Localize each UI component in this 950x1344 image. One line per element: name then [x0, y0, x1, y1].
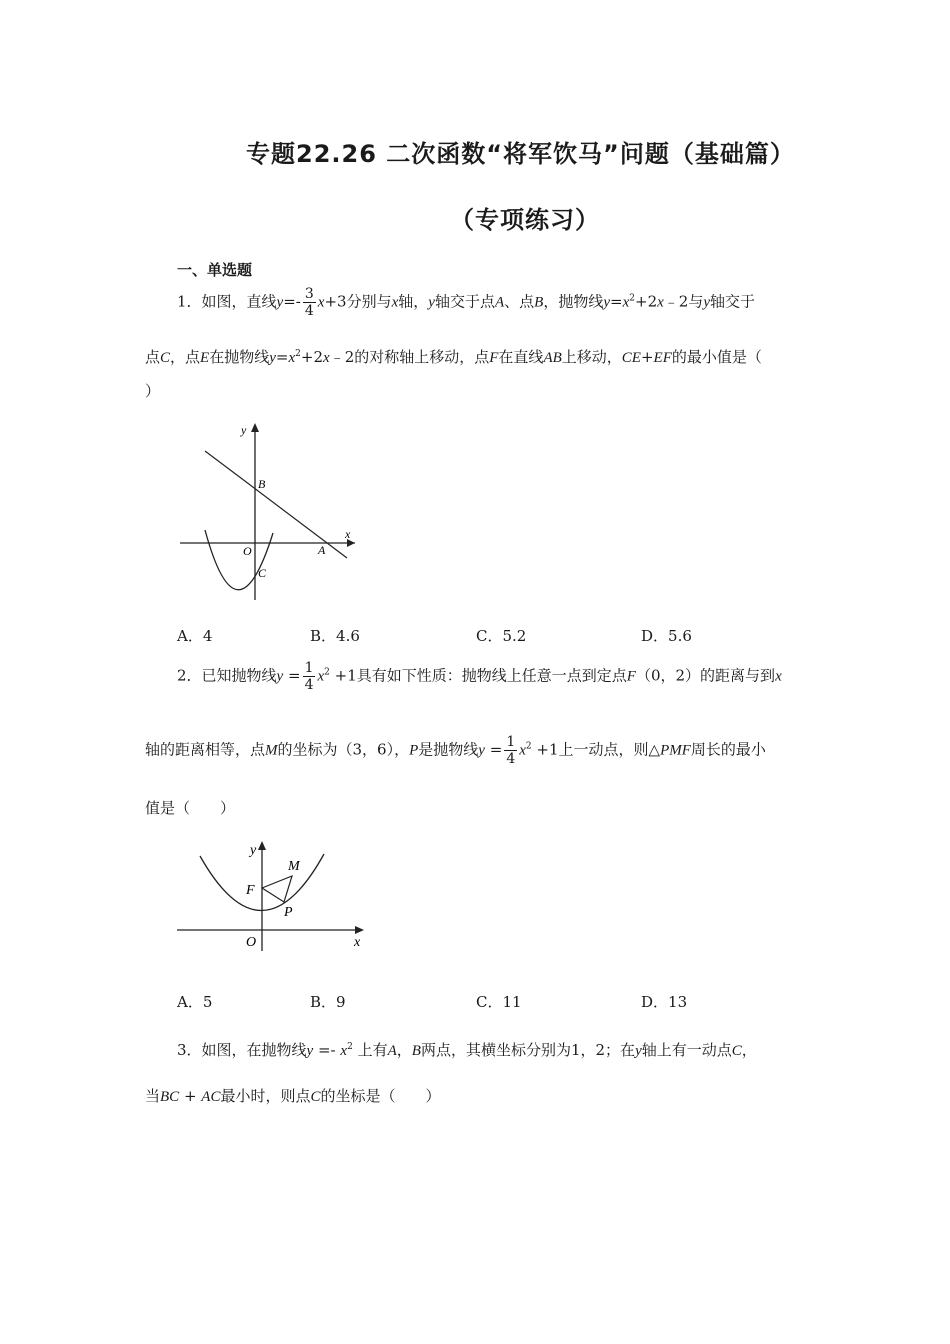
q2-option-b[interactable]: B．9	[310, 993, 346, 1011]
fig1-label-c: C	[258, 566, 267, 580]
fig1-label-x: x	[345, 527, 351, 541]
question-1-line-3: ）	[145, 382, 161, 400]
fig1-label-b: B	[258, 477, 266, 491]
fig2-label-f: F	[246, 883, 255, 898]
question-2-line-1: 2．已知抛物线y = $\frac{1}{4}$ $x^2 +1$具有如下性质：抛物线上任意一点到定点F（0，2）的距离与到x	[177, 660, 782, 693]
question-2-line-2: 轴的距离相等，点M的坐标为（3，6），P是抛物线y = $\frac{1}{4}$ $x^2 +1$上一动点，则△PMF周长的最小	[145, 734, 766, 767]
question-1-line-1: 1．如图，直线y=- $\frac{3}{4}$ x+3分别与x轴，y轴交于点A、点B，抛物线$y=x^2+2x﹣2$与y轴交于	[177, 286, 756, 319]
fig2-label-p: P	[284, 905, 293, 920]
q2-option-c[interactable]: C．11	[476, 993, 522, 1011]
page-title: 专题22.26 二次函数“将军饮马”问题（基础篇）	[246, 140, 795, 168]
question-1-line-2: 点C，点E在抛物线$y=x^2+2x﹣2$的对称轴上移动，点F在直线AB上移动，CE+EF的最小值是（	[145, 348, 762, 366]
q1-option-c[interactable]: C．5.2	[476, 627, 527, 645]
fig2-label-o: O	[246, 935, 257, 950]
question-1-figure	[175, 418, 365, 608]
question-2-line-3: 值是（ ）	[145, 799, 236, 817]
question-3-line-2: 当BC + AC最小时，则点C的坐标是（ ）	[145, 1087, 441, 1105]
page-subtitle: （专项练习）	[450, 206, 600, 234]
question-3-line-1: 3．如图，在抛物线$y =- x^2$ 上有A，B两点，其横坐标分别为1，2；在y轴上有一动点C，	[177, 1041, 757, 1059]
q1-option-b[interactable]: B．4.6	[310, 627, 360, 645]
question-2-figure	[172, 836, 372, 956]
q2-option-a[interactable]: A．5	[177, 993, 213, 1011]
fig2-label-y: y	[250, 843, 257, 858]
fig1-label-y: y	[241, 423, 247, 437]
fig1-label-o: O	[243, 544, 252, 558]
fig2-label-x: x	[354, 935, 361, 950]
q2-option-d[interactable]: D．13	[641, 993, 688, 1011]
q1-option-d[interactable]: D．5.6	[641, 627, 692, 645]
fig1-label-a: A	[318, 543, 326, 557]
q1-option-a[interactable]: A．4	[177, 627, 213, 645]
section-heading: 一、单选题	[177, 261, 253, 279]
fig2-label-m: M	[288, 859, 300, 874]
